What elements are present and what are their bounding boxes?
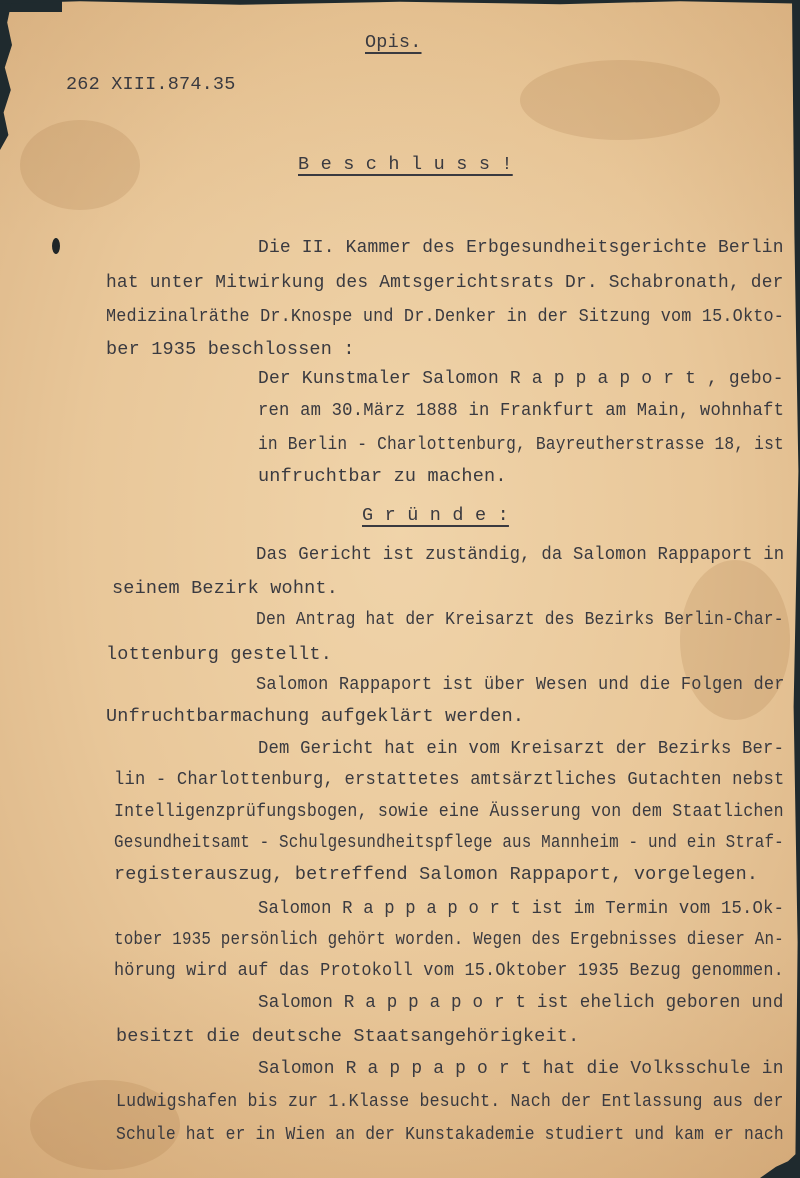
paper-stain	[520, 60, 720, 140]
grounds-line: tober 1935 persönlich gehört worden. Wegen des Ergebnisses dieser An-	[114, 929, 784, 950]
grounds-line: Schule hat er in Wien an der Kunstakademie studiert und kam er nach	[116, 1124, 784, 1145]
grounds-line: Den Antrag hat der Kreisarzt des Bezirks Berlin-Char-	[256, 609, 784, 630]
grounds-line: lottenburg gestellt.	[106, 644, 333, 665]
reference-number: 262 XIII.874.35	[66, 74, 236, 95]
intro-line: Die II. Kammer des Erbgesundheitsgerichte Berlin	[258, 237, 784, 258]
grounds-line: registerauszug, betreffend Salomon Rappaport, vorgelegen.	[114, 864, 759, 885]
intro-line: ber 1935 beschlossen :	[106, 339, 355, 360]
grounds-line: Unfruchtbarmachung aufgeklärt werden.	[106, 706, 525, 727]
torn-edge-bottom-right	[760, 1150, 800, 1178]
grounds-line: Salomon R a p p a p o r t ist im Termin vom 15.Ok-	[258, 898, 785, 919]
grounds-line: seinem Bezirk wohnt.	[112, 578, 339, 599]
grounds-line: Salomon R a p p a p o r t ist ehelich geboren und	[258, 992, 784, 1013]
decision-line: Der Kunstmaler Salomon R a p p a p o r t , gebo-	[258, 368, 784, 389]
intro-line: hat unter Mitwirkung des Amtsgerichtsrats Dr. Schabronath, der	[106, 272, 784, 293]
intro-line: Medizinalräthe Dr.Knospe und Dr.Denker in der Sitzung vom 15.Okto-	[106, 306, 785, 327]
grounds-line: hörung wird auf das Protokoll vom 15.Oktober 1935 Bezug genommen.	[114, 960, 784, 981]
decision-line: ren am 30.März 1888 in Frankfurt am Main, wohnhaft	[258, 400, 785, 421]
grounds-heading: G r ü n d e :	[362, 505, 509, 526]
top-label: Opis.	[365, 32, 422, 53]
document-heading: B e s c h l u s s !	[298, 154, 513, 175]
grounds-line: Gesundheitsamt - Schulgesundheitspflege aus Mannheim - und ein Straf-	[114, 832, 784, 853]
grounds-line: lin - Charlottenburg, erstattetes amtsärztliches Gutachten nebst	[114, 769, 785, 790]
paper-stain	[680, 560, 790, 720]
torn-edge-left	[0, 0, 12, 150]
decision-line: in Berlin - Charlottenburg, Bayreutherstrasse 18, ist	[258, 434, 784, 455]
grounds-line: Salomon Rappaport ist über Wesen und die Folgen der	[256, 674, 785, 695]
paper-stain	[20, 120, 140, 210]
decision-line: unfruchtbar zu machen.	[258, 466, 507, 487]
torn-edge-top	[0, 0, 800, 6]
grounds-line: Intelligenzprüfungsbogen, sowie eine Äusserung von dem Staatlichen	[114, 801, 784, 822]
grounds-line: besitzt die deutsche Staatsangehörigkeit.	[116, 1026, 580, 1047]
punch-hole	[52, 238, 60, 254]
torn-edge-right	[792, 0, 800, 1178]
grounds-line: Das Gericht ist zuständig, da Salomon Rappaport in	[256, 544, 785, 565]
grounds-line: Salomon R a p p a p o r t hat die Volksschule in	[258, 1058, 784, 1079]
grounds-line: Ludwigshafen bis zur 1.Klasse besucht. Nach der Entlassung aus der	[116, 1091, 784, 1112]
grounds-line: Dem Gericht hat ein vom Kreisarzt der Bezirks Ber-	[258, 738, 785, 759]
